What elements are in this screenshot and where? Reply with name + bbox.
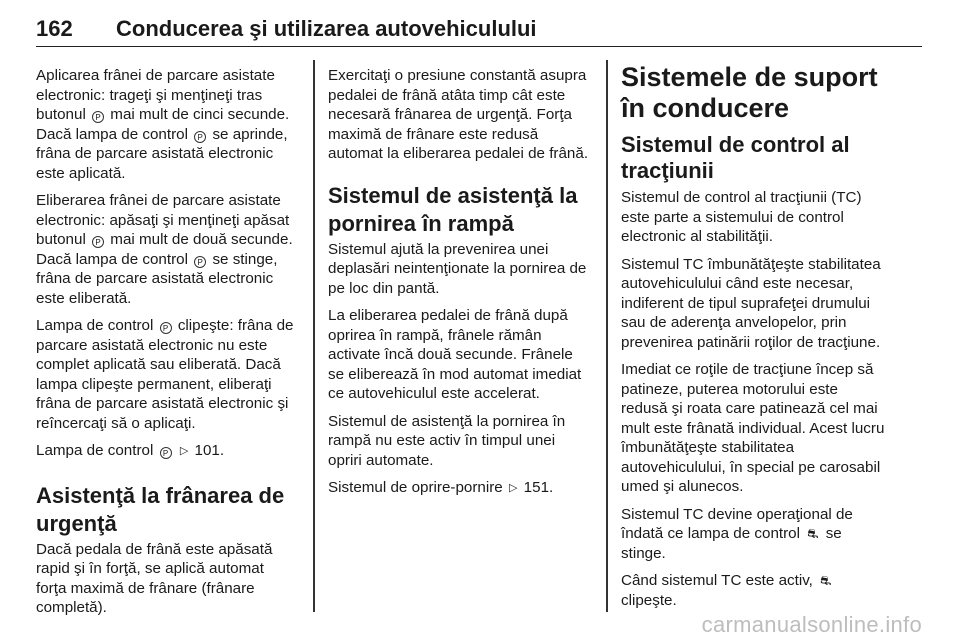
paragraph-hill-2: La eliberarea pedalei de frână după oprirea în rampă, frânele rămân activate încă două secunde. Frânele se eliberează în mod automat imediat ce autovehiculul este accelerat. [328,307,582,402]
parking-brake-icon: P [194,131,206,143]
paragraph-release: Eliberarea frânei de parcare asistate electronic: apăsaţi şi menţineţi apăsat butonul P mai mult de două secunde. Dacă lampa de control P se stinge, frâna de parcare asistată electronic este eliberată. [36,192,293,307]
column-divider [606,60,608,612]
traction-control-icon: ⛐ [820,573,832,588]
paragraph-apply: Aplicarea frânei de parcare asistate electronic: trageţi şi menţineţi tras butonul P mai mult de cinci secunde. Dacă lampa de control P se aprinde, frâna de parcare asistată electronic este aplicată. [36,67,290,182]
column-middle [328,66,592,507]
paragraph-tc-4: Sistemul TC devine operaţional de îndată ce lampa de control ⛐ se stinge. [621,505,853,562]
page-header [36,6,922,47]
subsection-heading-traction-control: Sistemul de control al tracţiunii [621,132,850,183]
column-left [36,66,298,626]
parking-brake-icon: P [194,256,206,268]
paragraph-tc-1: Sistemul de control al tracţiunii (TC) este parte a sistemului de control electronic al stabilităţii. [621,189,862,245]
paragraph-tc-2: Sistemul TC îmbunătăţeşte stabilitatea autovehiculului când este necesar, indiferent de tipul suprafeţei drumului sau de aderenţa anvelopelor, prin prevenirea patinării roţilor de tracţiune. [621,255,881,351]
paragraph-tc-3: Imediat ce roţile de tracţiune încep să patineze, puterea motorului este redusă şi roata care patinează cel mai mult este frânată individual. Acest lucru îmbunătăţeşte stabilitatea autovehiculului, în special pe carosabil umed şi alunecos. [621,361,885,495]
paragraph-emergency: Dacă pedala de frână este apăsată rapid şi în forţă, se aplică automat forţa maximă de frânare (frânare completă). [36,540,273,616]
paragraph-hill-1: Sistemul ajută la prevenirea unei deplasări neintenţionate la pornirea de pe loc din pantă. [328,240,587,297]
column-divider [313,60,315,612]
parking-brake-icon: P [92,111,104,123]
paragraph-reference: Lampa de control P ▷ 101. [36,441,298,462]
column-right [621,62,887,618]
cross-reference-arrow-icon: ▷ [179,445,189,457]
traction-control-icon: ⛐ [807,526,819,541]
section-heading-hill-start: Sistemul de asistenţă la pornirea în rampă [328,182,578,236]
page-number: 162 [36,16,73,41]
section-heading-emergency-braking: Asistenţă la frânarea de urgenţă [36,482,285,536]
paragraph-stop-start: Sistemul de oprire-pornire ▷ 151. [328,478,592,499]
section-heading-driver-support: Sistemele de suport în conducere [621,62,878,123]
parking-brake-icon: P [92,236,104,248]
parking-brake-icon: P [160,447,172,459]
watermark: carmanualsonline.info [701,612,922,637]
paragraph-tc-5: Când sistemul TC este activ, ⛐ clipeşte. [621,572,832,609]
paragraph-flashing: Lampa de control P clipeşte: frâna de parcare asistată electronic nu este complet aplicată sau eliberată. Dacă lampa clipeşte permanent, eliberaţi frâna de parcare asistată electronic şi reîncercaţi să o aplicaţi. [36,317,294,432]
page-title: Conducerea şi utilizarea autovehiculului [116,16,537,41]
parking-brake-icon: P [160,322,172,334]
cross-reference-arrow-icon: ▷ [508,482,518,494]
paragraph-hill-3: Sistemul de asistenţă la pornirea în rampă nu este activ în timpul unei opriri automate. [328,412,566,469]
paragraph-pressure: Exercitaţi o presiune constantă asupra pedalei de frână atâta timp cât este necesară frânarea de urgenţă. Forţa maximă de frânare este redusă automat la eliberarea pedalei de frână. [328,67,589,162]
